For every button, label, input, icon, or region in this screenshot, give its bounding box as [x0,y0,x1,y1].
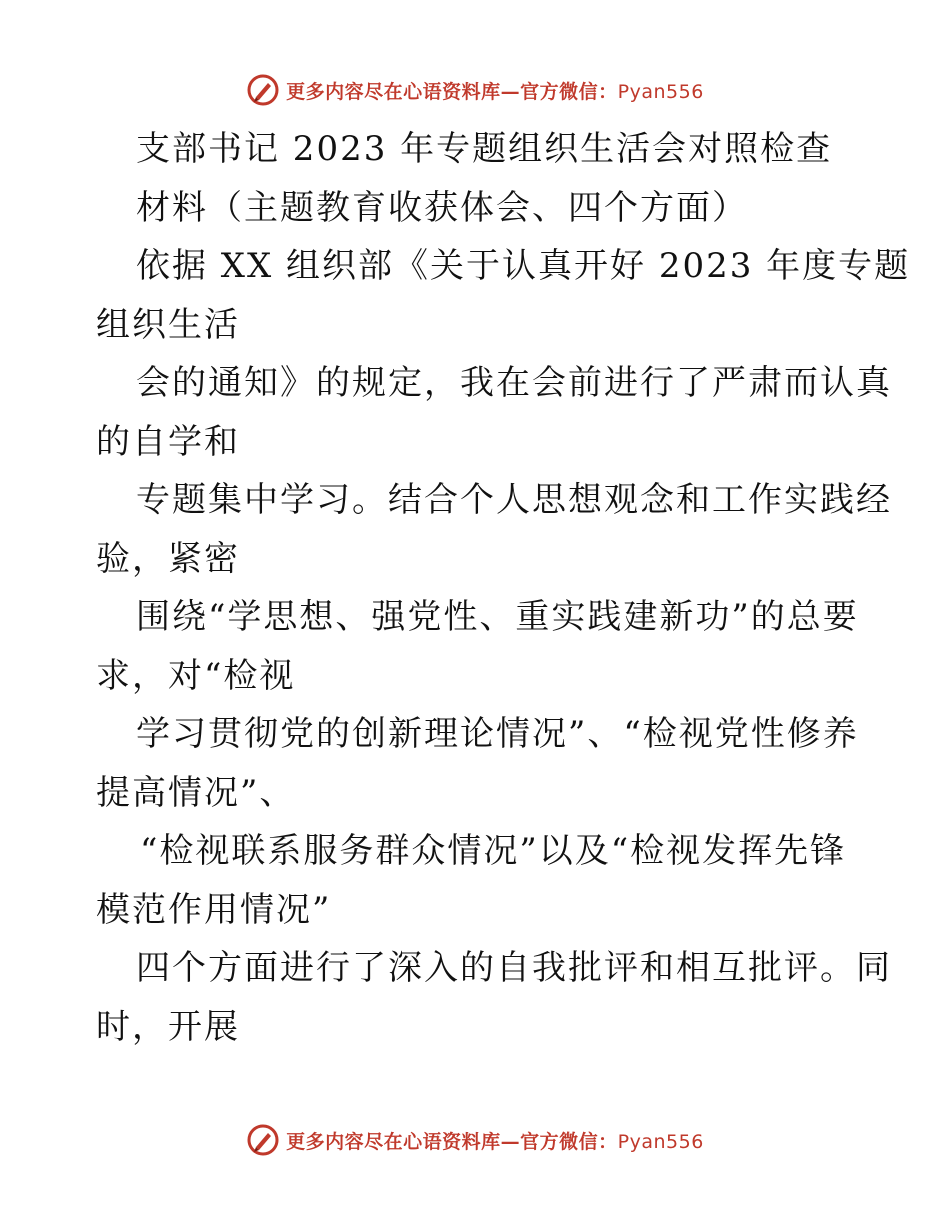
pen-logo-icon [246,73,280,107]
paragraph-line: 组织生活 [96,304,240,345]
paragraph-line: 提高情况”、 [96,772,296,813]
paragraph-line: 验，紧密 [96,538,240,579]
paragraph-line: 求，对“检视 [96,655,296,696]
document-body [96,120,911,1056]
paragraph-line: 四个方面进行了深入的自我批评和相互批评。同 [136,948,892,988]
doc-title-line-1: 支部书记 2023 年专题组织生活会对照检查 [136,129,833,169]
doc-title-line-2: 材料（主题教育收获体会、四个方面） [136,187,748,228]
watermark-text: 更多内容尽在心语资料库—官方微信：Pyan556 [286,1130,704,1153]
paragraph-line: 围绕“学思想、强党性、重实践建新功”的总要 [136,597,859,637]
watermark-text: 更多内容尽在心语资料库—官方微信：Pyan556 [286,80,704,103]
paragraph-line: 时，开展 [96,1006,240,1047]
paragraph-line: 的自学和 [96,421,240,462]
paragraph-line: “检视联系服务群众情况”以及“检视发挥先锋 [140,831,847,871]
paragraph-line: 专题集中学习。结合个人思想观念和工作实践经 [136,480,892,520]
paragraph-line: 会的通知》的规定，我在会前进行了严肃而认真 [136,363,892,403]
pen-logo-icon [246,1123,280,1157]
footer-watermark [0,1120,950,1160]
paragraph-line: 依据 XX 组织部《关于认真开好 2023 年度专题 [136,246,911,286]
paragraph-line: 学习贯彻党的创新理论情况”、“检视党性修养 [136,714,859,754]
paragraph-line: 模范作用情况” [96,889,332,930]
header-watermark [0,70,950,110]
